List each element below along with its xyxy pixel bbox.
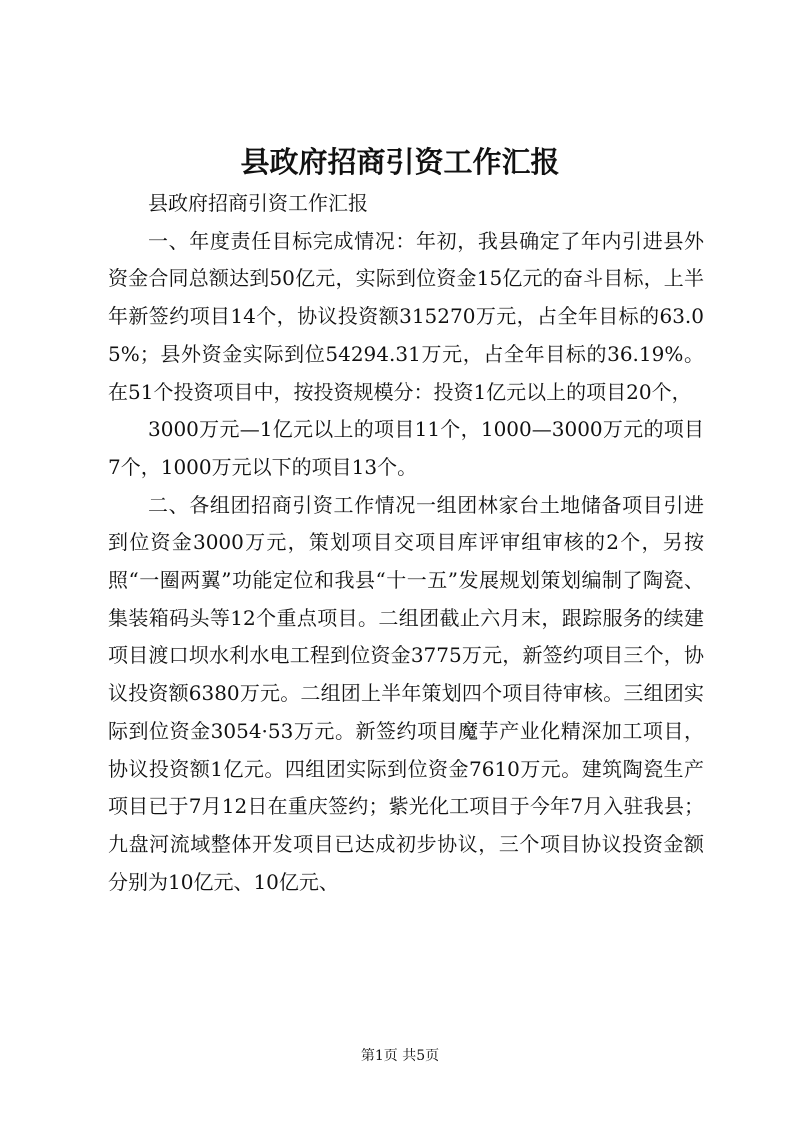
paragraph-subtitle: 县政府招商引资工作汇报 <box>148 191 368 215</box>
document-body <box>108 185 704 901</box>
paragraph-project-scale: 3000万元—1亿元以上的项目11个，1000—3000万元的项目7个，1000万元以下的项目13个。 <box>108 417 704 479</box>
paragraph-annual-target: 一、年度责任目标完成情况：年初，我县确定了年内引进县外资金合同总额达到50亿元，实际到位资金15亿元的奋斗目标，上半年新签约项目14个，协议投资额315270万元，占全年目标的63.05%；县外资金实际到位54294.31万元，占全年目标的36.19%。在51个投资项目中，按投资规模分：投资1亿元以上的项目20个， <box>108 228 704 404</box>
paragraph-group-work: 二、各组团招商引资工作情况一组团林家台土地储备项目引进到位资金3000万元，策划项目交项目库评审组审核的2个，另按照“一圈两翼”功能定位和我县“十一五”发展规划策划编制了陶瓷、集装箱码头等12个重点项目。二组团截止六月末，跟踪服务的续建项目渡口坝水利水电工程到位资金3775万元，新签约项目三个，协议投资额6380万元。二组团上半年策划四个项目待审核。三组团实际到位资金3054·53万元。新签约项目魔芋产业化精深加工项目，协议投资额1亿元。四组团实际到位资金7610万元。建筑陶瓷生产项目已于7月12日在重庆签约；紫光化工项目于今年7月入驻我县；九盘河流域整体开发项目已达成初步协议，三个项目协议投资金额分别为10亿元、10亿元、 <box>108 492 704 894</box>
document-title: 县政府招商引资工作汇报 <box>240 145 560 179</box>
page-footer: 第1页 共5页 <box>360 1048 440 1064</box>
